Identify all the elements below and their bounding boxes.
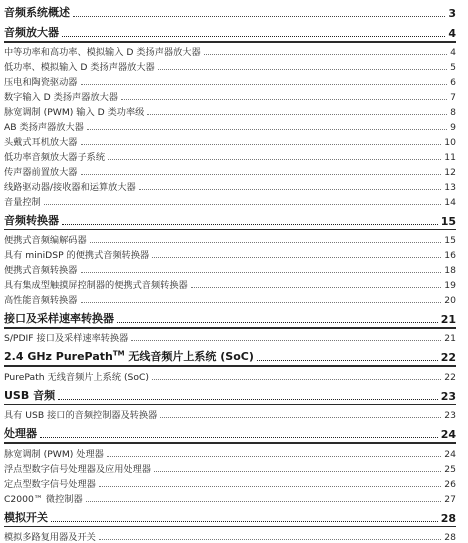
toc-page-number: 18: [444, 265, 456, 277]
toc-page-number: 9: [450, 122, 456, 134]
toc-entry[interactable]: [4, 528, 456, 543]
section-divider: [4, 526, 456, 528]
toc-entry-title: 压电和陶瓷驱动器: [4, 77, 78, 89]
dot-leader: [160, 417, 441, 418]
dot-leader: [99, 539, 441, 540]
toc-entry[interactable]: [4, 103, 456, 118]
dot-leader: [86, 501, 442, 502]
toc-section-title: 音频放大器: [4, 26, 59, 39]
toc-page-number: 6: [450, 77, 456, 89]
dot-leader: [204, 54, 447, 55]
toc-section-heading[interactable]: [4, 348, 456, 364]
toc-entry-overview[interactable]: [4, 0, 456, 20]
toc-entry-title: 定点型数字信号处理器: [4, 478, 96, 490]
toc-section-title: 模拟开关: [4, 510, 48, 524]
toc-entry-title: 高性能音频转换器: [4, 295, 78, 306]
toc-entry-title: 便携式音频转换器: [4, 265, 78, 277]
dot-leader: [81, 302, 442, 303]
toc-section-heading[interactable]: [4, 387, 456, 403]
toc-entry-title: 音频系统概述: [4, 6, 70, 19]
toc-entry[interactable]: [4, 163, 456, 178]
toc-page-number: 28: [440, 511, 456, 525]
toc-page-number: 21: [444, 333, 456, 345]
dot-leader: [152, 379, 441, 380]
table-of-contents: [4, 0, 456, 543]
dot-leader: [158, 69, 447, 70]
toc-entry[interactable]: [4, 276, 456, 291]
toc-entry-title: 低功率、模拟输入 D 类扬声器放大器: [4, 62, 155, 74]
toc-page-number: 24: [444, 448, 456, 460]
toc-page-number: 20: [444, 295, 456, 306]
toc-page-number: 27: [444, 493, 456, 505]
toc-entry[interactable]: [4, 490, 456, 505]
toc-section-heading[interactable]: [4, 24, 456, 40]
toc-page-number: 11: [444, 152, 456, 163]
toc-page-number: 21: [440, 313, 456, 326]
dot-leader: [58, 399, 438, 400]
dot-leader: [73, 16, 445, 17]
toc-entry-title: 低功率音频放大器子系统: [4, 152, 106, 163]
section-divider: [4, 442, 456, 444]
title-text: 2.4 GHz PurePath: [4, 350, 113, 364]
toc-entry-title: C2000™ 微控制器: [4, 493, 83, 505]
toc-entry[interactable]: [4, 148, 456, 163]
toc-entry[interactable]: [4, 368, 456, 383]
toc-entry[interactable]: [4, 118, 456, 133]
toc-page-number: 15: [440, 214, 456, 228]
toc-page-number: 23: [440, 389, 456, 403]
dot-leader: [51, 521, 438, 522]
dot-leader: [152, 257, 441, 258]
toc-page-number: 13: [444, 181, 456, 193]
toc-entry-title: 线路驱动器/接收器和运算放大器: [4, 181, 136, 193]
toc-entry-title: 模拟多路复用器及开关: [4, 532, 96, 543]
dot-leader: [40, 437, 438, 438]
toc-entry[interactable]: [4, 44, 456, 59]
section-divider: [4, 229, 456, 231]
toc-entry[interactable]: [4, 475, 456, 490]
toc-page-number: 4: [450, 47, 456, 59]
toc-entry-title: 具有 USB 接口的音频控制器及转换器: [4, 410, 158, 422]
toc-entry[interactable]: [4, 460, 456, 475]
toc-page-number: 24: [440, 428, 456, 442]
dot-leader: [121, 99, 447, 100]
toc-entry[interactable]: [4, 58, 456, 73]
toc-page-number: 22: [444, 371, 456, 383]
toc-page-number: 15: [444, 235, 456, 247]
toc-page-number: 3: [448, 7, 456, 20]
toc-entry-title: 中等功率和高功率、模拟输入 D 类扬声器放大器: [4, 47, 201, 59]
toc-entry[interactable]: [4, 231, 456, 246]
toc-page-number: 7: [450, 92, 456, 104]
toc-page-number: 5: [450, 62, 456, 74]
toc-page-number: 19: [444, 280, 456, 292]
toc-entry-title: 具有 miniDSP 的便携式音频转换器: [4, 250, 150, 262]
toc-entry[interactable]: [4, 133, 456, 148]
trademark-superscript: TM: [112, 349, 125, 358]
dot-leader: [107, 456, 441, 457]
dot-leader: [191, 287, 442, 288]
toc-page-number: 14: [444, 196, 456, 208]
dot-leader: [139, 189, 442, 190]
dot-leader: [90, 242, 442, 243]
toc-page-number: 10: [444, 137, 456, 149]
toc-section-heading[interactable]: [4, 425, 456, 441]
toc-entry-title: 具有集成型触摸屏控制器的便携式音频转换器: [4, 280, 188, 292]
dot-leader: [154, 471, 441, 472]
toc-section-title: [4, 348, 254, 364]
toc-page-number: 23: [444, 410, 456, 422]
dot-leader: [257, 360, 438, 361]
toc-page-number: 25: [444, 463, 456, 475]
dot-leader: [81, 174, 442, 175]
title-text-rest: 无线音频片上系统 (SoC): [124, 350, 254, 364]
section-divider: [4, 365, 456, 367]
toc-entry[interactable]: [4, 178, 456, 193]
dot-leader: [108, 159, 441, 160]
dot-leader: [62, 224, 438, 225]
toc-page-number: 12: [444, 166, 456, 178]
toc-entry[interactable]: [4, 291, 456, 306]
toc-entry-title: AB 类扬声器放大器: [4, 122, 84, 134]
toc-page-number: 22: [440, 351, 456, 365]
dot-leader: [81, 272, 442, 273]
toc-page-number: 28: [444, 532, 456, 543]
toc-entry-title: 头戴式耳机放大器: [4, 137, 78, 149]
toc-section-heading[interactable]: [4, 212, 456, 228]
dot-leader: [62, 36, 445, 37]
dot-leader: [81, 144, 442, 145]
toc-entry-title: 浮点型数字信号处理器及应用处理器: [4, 463, 151, 475]
toc-page-number: 4: [448, 27, 456, 40]
toc-entry-title: S/PDIF 接口及采样速率转换器: [4, 333, 129, 345]
toc-page-number: 16: [444, 250, 456, 262]
toc-section-title: 接口及采样速率转换器: [4, 312, 114, 325]
dot-leader: [87, 129, 447, 130]
toc-section-title: 处理器: [4, 427, 37, 441]
toc-entry[interactable]: [4, 406, 456, 421]
section-divider: [4, 327, 456, 329]
toc-entry-title: 传声器前置放大器: [4, 166, 78, 178]
dot-leader: [147, 114, 447, 115]
toc-entry[interactable]: [4, 261, 456, 276]
dot-leader: [81, 84, 448, 85]
toc-entry[interactable]: [4, 445, 456, 460]
section-divider: [4, 41, 456, 43]
toc-section-heading[interactable]: [4, 310, 456, 326]
dot-leader: [44, 204, 442, 205]
toc-entry-title: 脉宽调制 (PWM) 输入 D 类功率级: [4, 107, 145, 119]
toc-section-heading[interactable]: [4, 509, 456, 525]
toc-entry[interactable]: [4, 246, 456, 261]
toc-entry-title: 音量控制: [4, 196, 41, 208]
toc-section-title: 音频转换器: [4, 213, 59, 227]
toc-entry-title: 便携式音频编解码器: [4, 235, 87, 247]
dot-leader: [117, 322, 438, 323]
toc-entry-title: 数字输入 D 类扬声器放大器: [4, 92, 118, 104]
toc-entry[interactable]: [4, 88, 456, 103]
toc-entry[interactable]: [4, 73, 456, 88]
toc-entry[interactable]: [4, 330, 456, 345]
toc-page-number: 26: [444, 478, 456, 490]
toc-section-title: USB 音频: [4, 388, 56, 402]
toc-entry-title: PurePath 无线音频片上系统 (SoC): [4, 371, 149, 383]
section-divider: [4, 404, 456, 406]
toc-entry[interactable]: [4, 193, 456, 208]
toc-entry-title: 脉宽调制 (PWM) 处理器: [4, 448, 104, 460]
dot-leader: [131, 340, 441, 341]
dot-leader: [99, 486, 441, 487]
toc-page-number: 8: [450, 107, 456, 119]
